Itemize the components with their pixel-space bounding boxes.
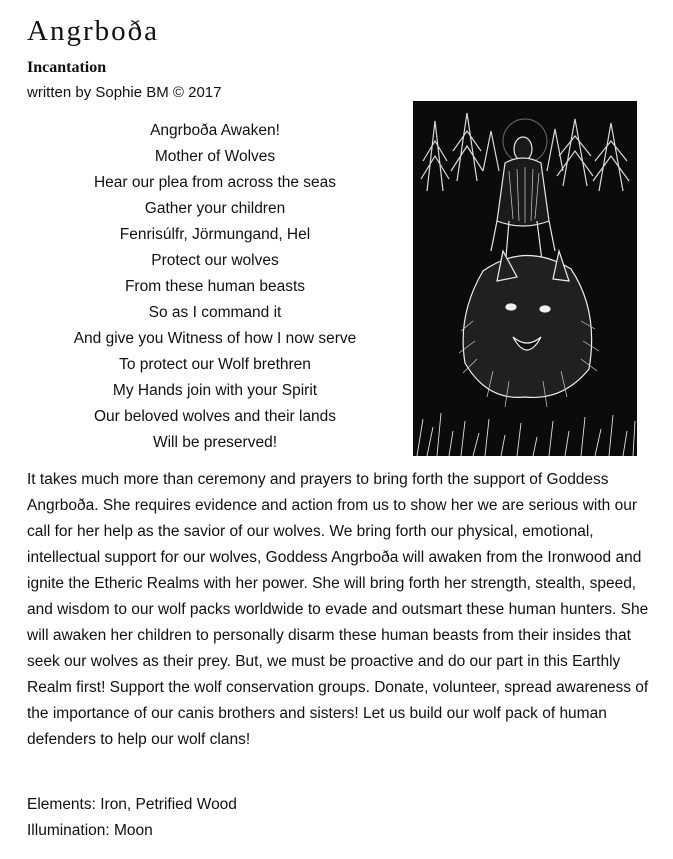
poem-line: Fenrisúlfr, Jörmungand, Hel [119,226,311,243]
illumination-line: Illumination: Moon [27,822,153,839]
poem-line: Angrboða Awaken! [150,122,280,139]
section-heading: Incantation [27,59,107,76]
poem-line: And give you Witness of how I now serve [73,330,357,347]
poem-line: To protect our Wolf brethren [119,356,311,373]
poem-line: Hear our plea from across the seas [93,174,337,191]
correspondences [27,792,237,844]
poem-line: So as I command it [148,304,282,321]
poem [30,118,400,456]
body-paragraph: It takes much more than ceremony and prayers to bring forth the support of Goddess Angrboða. She requires evidence and action from us to show her we are serious with our call for her help as the savior of our wolves. We bring forth our physical, emotional, intellectual support for our wolves, Goddess Angrboða will awaken from the Ironwood and ignite the Etheric Realms with her power. She will bring forth her strength, stealth, speed, and wisdom to our wolf packs worldwide to evade and outsmart these human hunters. She will awaken her children to personally disarm these human beasts from their insides that seek our wolves as their prey. But, we must be proactive and do our part in this Earthly Realm first! Support the wolf conservation groups. Donate, volunteer, spread awareness of the importance of our canis brothers and sisters! Let us build our wolf pack of human defenders to help our wolf clans! [27,471,649,748]
poem-line: From these human beasts [124,278,306,295]
page-title: Angrboða [27,15,159,47]
poem-line: My Hands join with your Spirit [112,382,318,399]
poem-line: Protect our wolves [151,252,279,269]
elements-line: Elements: Iron, Petrified Wood [27,796,237,813]
poem-line: Mother of Wolves [154,148,276,165]
wolf-rider-illustration [413,101,637,456]
poem-line: Our beloved wolves and their lands [93,408,337,425]
poem-line: Will be preserved! [152,434,278,451]
author-byline: written by Sophie BM © 2017 [27,84,222,101]
poem-line: Gather your children [144,200,286,217]
